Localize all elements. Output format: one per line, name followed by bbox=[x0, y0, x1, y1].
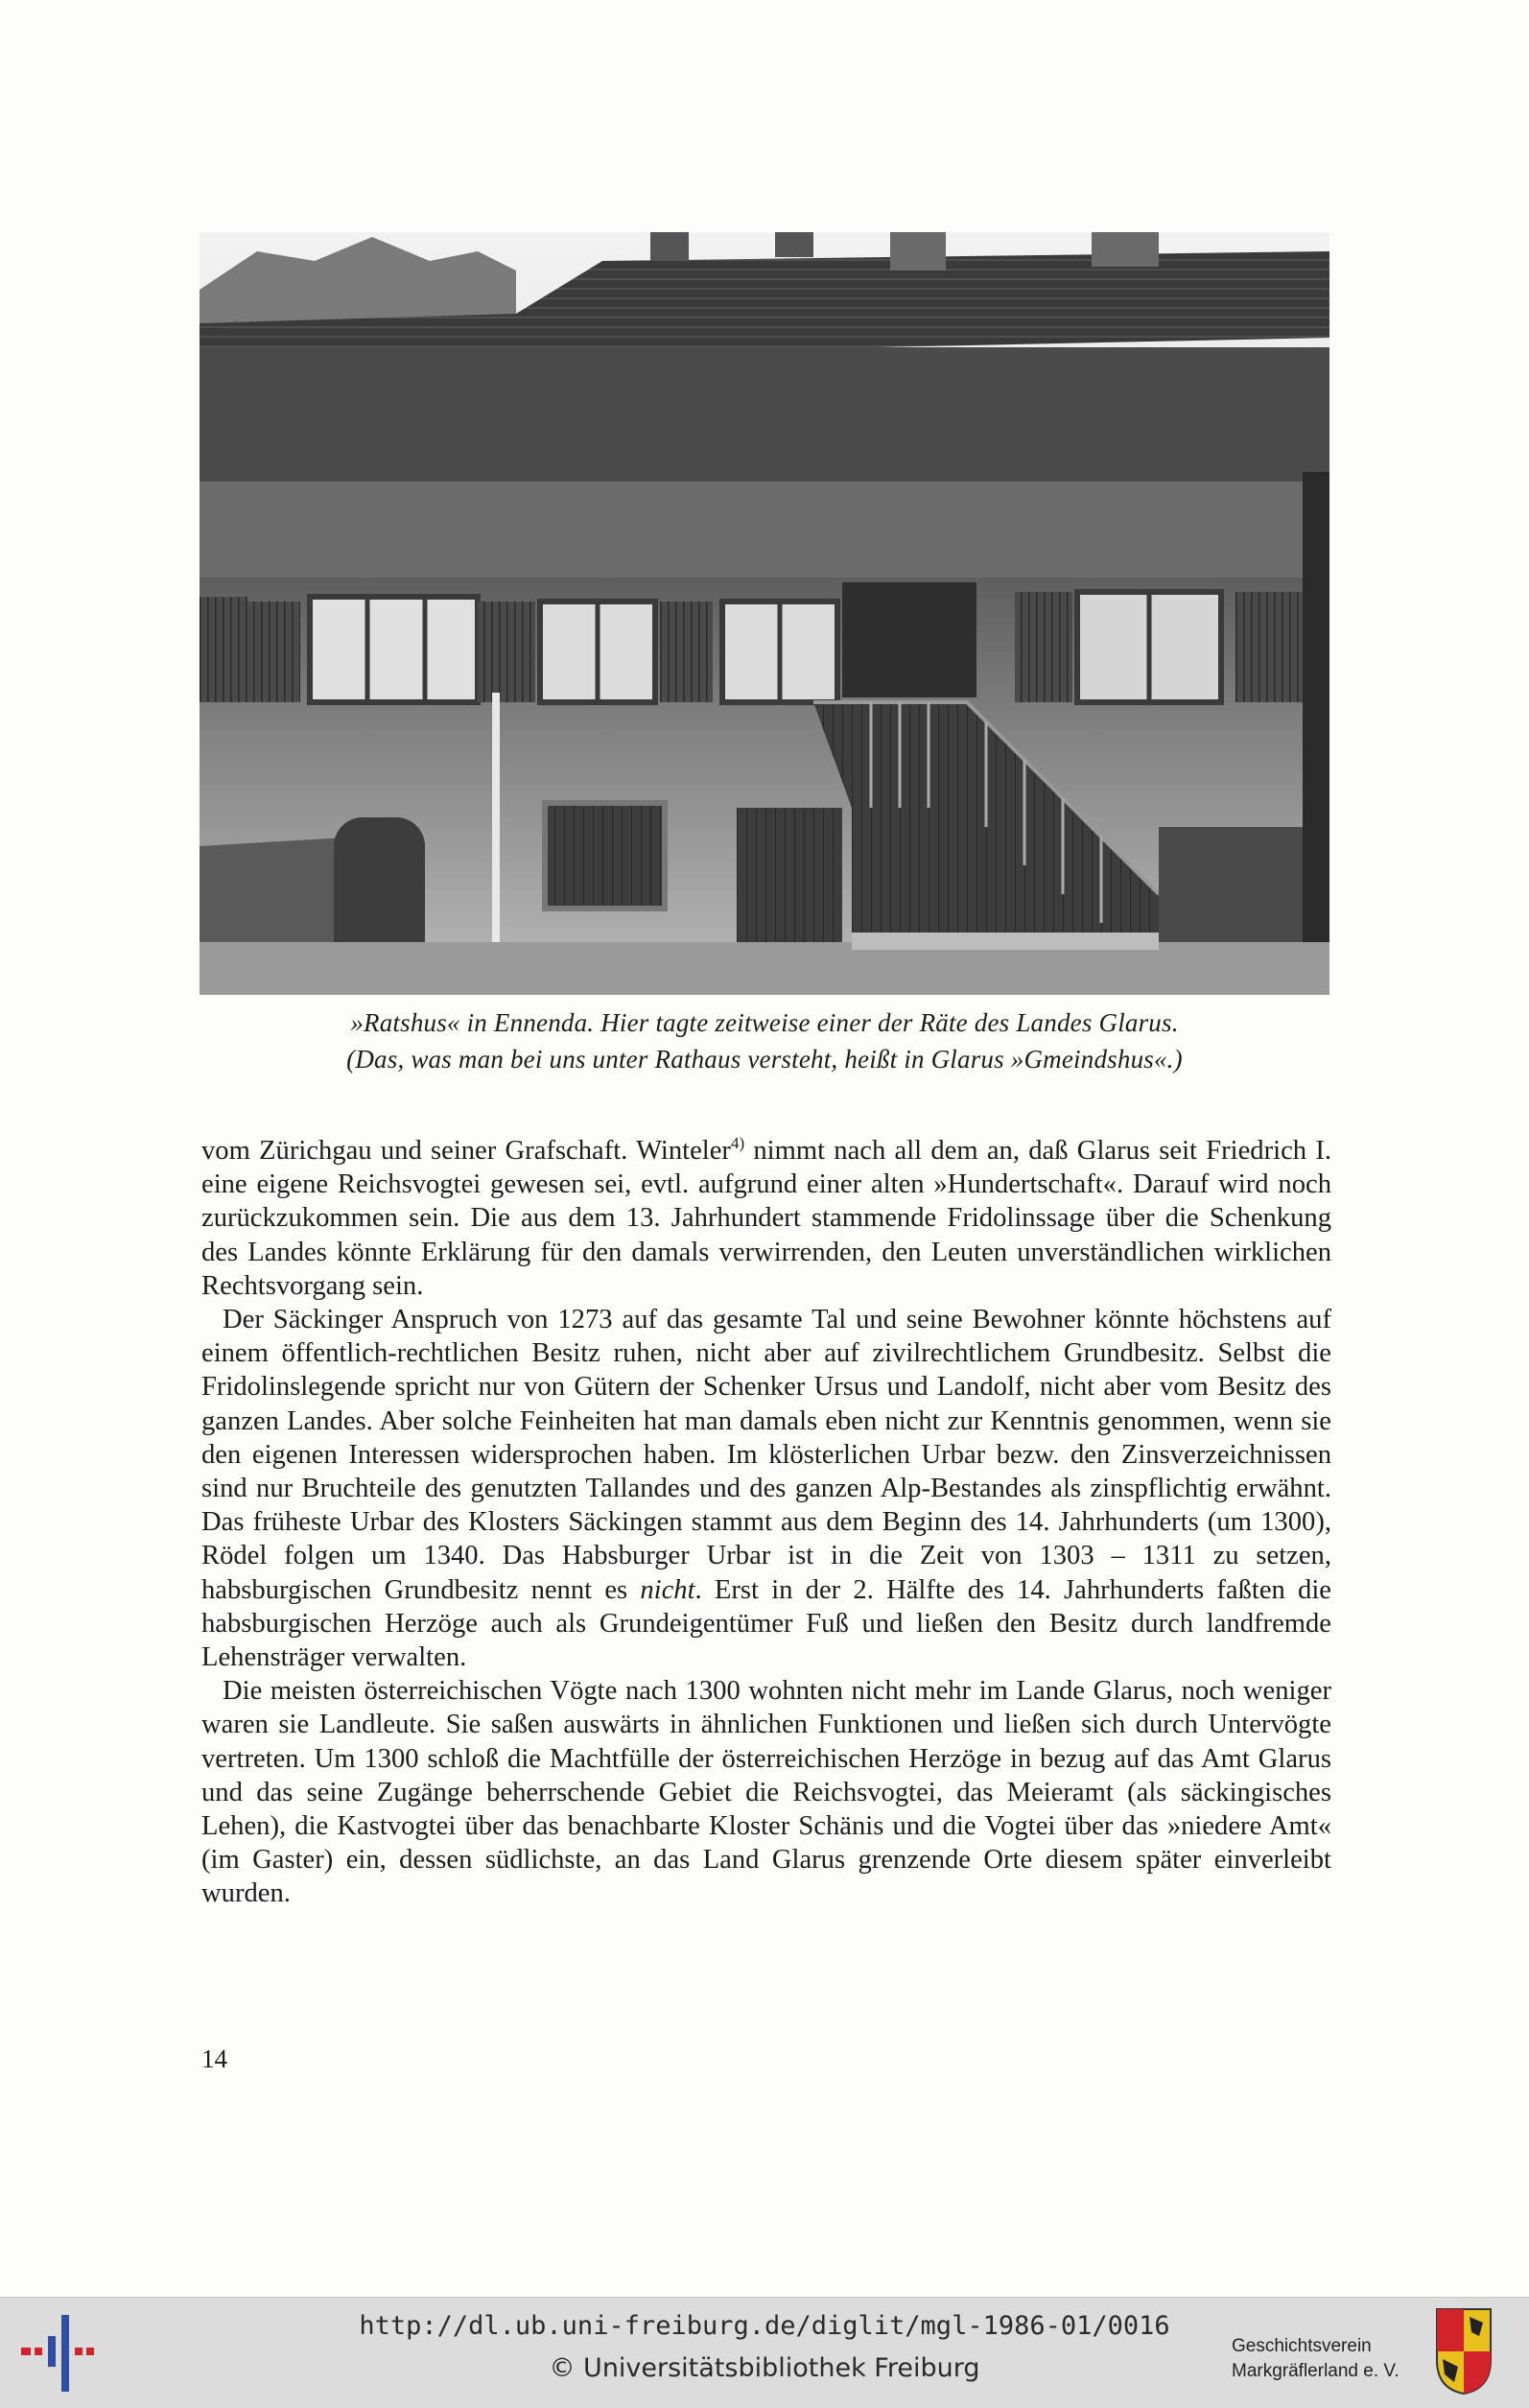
ratshus-photo-illustration bbox=[200, 232, 1329, 995]
society-name bbox=[1232, 2334, 1423, 2384]
coat-of-arms-icon bbox=[1435, 2307, 1493, 2396]
photo-caption bbox=[200, 1004, 1329, 1077]
paragraph-2-text-b: . Erst in der 2. Hälfte des 14. Jahrhunderts faßten die habsburgischen Herzöge auch als Grundeigentümer Fuß und ließen den Besitz durch landfremde Lehensträger verwalten. bbox=[201, 1574, 1331, 1673]
paragraph-1 bbox=[201, 1134, 1331, 1303]
paragraph-2-emphasis: nicht bbox=[640, 1574, 695, 1605]
caption-line-2: (Das, was man bei uns unter Rathaus versteht, heißt in Glarus »Gmeindshus«.) bbox=[346, 1045, 1183, 1074]
paragraph-2 bbox=[201, 1303, 1331, 1674]
house-photograph bbox=[200, 232, 1329, 995]
paragraph-2-text-a: Der Säckinger Anspruch von 1273 auf das gesamte Tal und seine Bewohner könnte höchstens auf einem öffentlich-rechtlichen Besitz ruhen, nicht aber auf zivilrechtlichem Grundbesitz. Selbst die Fridolinslegende spricht nur von Gütern der Schenker Ursus und Landolf, nicht aber vom Besitz des ganzen Landes. Aber solche Feinheiten hat man damals eben nicht zur Kenntnis genommen, wenn sie den eigenen Interessen widersprochen haben. Im klösterlichen Urbar bezw. den Zinsverzeichnissen sind nur Bruchteile des genutzten Tallandes und des ganzen Alp-Bestandes als zinspflichtig erwähnt. Das früheste Urbar des Klosters Säckingen stammt aus dem Beginn des 14. Jahrhunderts (um 1300), Rödel folgen um 1340. Das Habsburger Urbar ist in die Zeit von 1303 – 1311 zu setzen, habsburgischen Grundbesitz nennt es bbox=[201, 1305, 1331, 1605]
page-number: 14 bbox=[201, 2044, 227, 2073]
paragraph-1-text-b: nimmt nach all dem an, daß Glarus seit Friedrich I. eine eigene Reichsvogtei gewesen sei, evtl. aufgrund einer alten »Hundertschaft«. Darauf wird noch zurückzukommen sein. Die aus dem 13. Jahrhundert stammende Fridolinssage über die Schenkung des Landes könnte Erklärung für den damals verwirrenden, den Leuten unverständlichen wirklichen Rechtsvorgang sein. bbox=[201, 1136, 1331, 1301]
footnote-reference: 4) bbox=[730, 1134, 745, 1152]
paragraph-3: Die meisten österreichischen Vögte nach 1300 wohnten nicht mehr im Lande Glarus, noch weniger waren sie Landleute. Sie saßen auswärts in ähnlichen Funktionen und ließen sich durch Untervögte vertreten. Um 1300 schloß die Machtfülle der österreichischen Herzöge in bezug auf das Amt Glarus und das seine Zugänge beherrschende Gebiet die Reichsvogtei, das Meieramt (als säckingisches Lehen), die Kastvogtei über das benachbarte Kloster Schänis und die Vogtei über das »niedere Amt« (im Gaster) ein, dessen südlichste, an das Land Glarus grenzende Orte diesem später einverleibt wurden. bbox=[201, 1676, 1331, 1909]
permalink-url[interactable]: http://dl.ub.uni-freiburg.de/diglit/mgl-1986-01/0016 bbox=[359, 2311, 1170, 2341]
body-text bbox=[201, 1134, 1331, 1911]
paragraph-1-text-a: vom Zürichgau und seiner Grafschaft. Winteler bbox=[201, 1136, 731, 1166]
viewer-footer bbox=[0, 2297, 1529, 2408]
copyright-notice: © Universitätsbibliothek Freiburg bbox=[549, 2353, 980, 2383]
society-name-line-1: Geschichtsverein bbox=[1232, 2336, 1372, 2356]
caption-line-1: »Ratshus« in Ennenda. Hier tagte zeitweise einer der Räte des Landes Glarus. bbox=[350, 1008, 1179, 1037]
society-name-line-2: Markgräflerland e. V. bbox=[1232, 2361, 1400, 2381]
